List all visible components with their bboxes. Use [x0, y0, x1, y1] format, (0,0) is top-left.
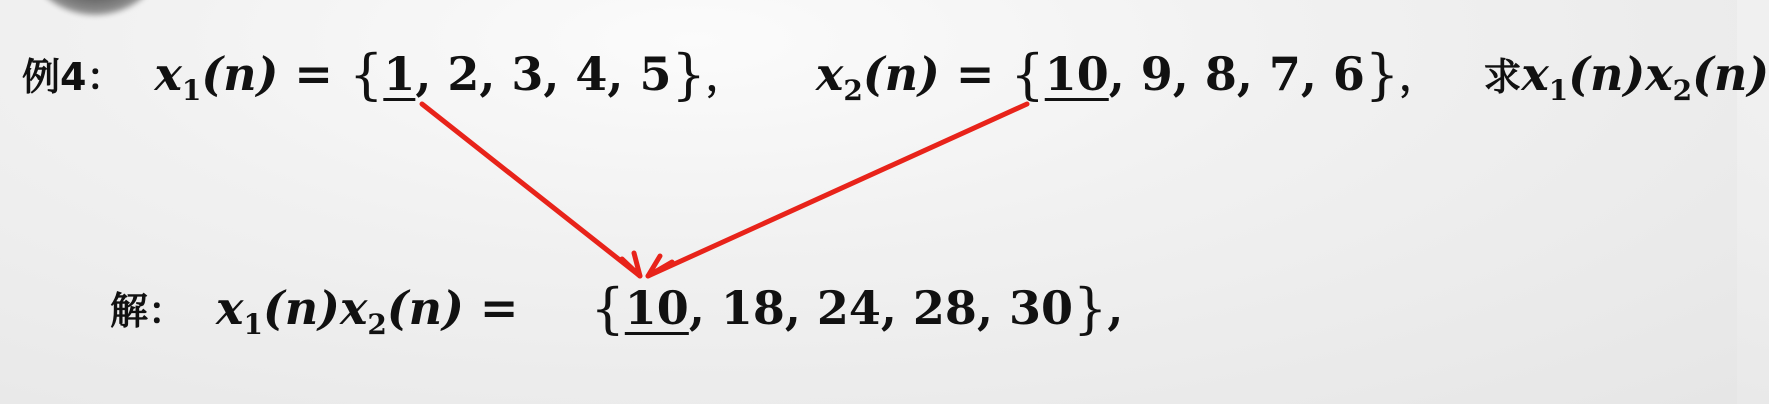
arrow-from-x1-first [422, 104, 640, 276]
solution-arg1: (n) [262, 281, 340, 335]
x2-subscript: 2 [843, 74, 863, 107]
x2-equals: = [955, 47, 995, 101]
x2-arg: (n) [862, 47, 940, 101]
solution-var1: x [216, 281, 244, 335]
x2-open-brace: { [1010, 43, 1045, 106]
x1-var: x [154, 47, 182, 101]
x2-rest-elements: , 9, 8, 7, 6 [1108, 47, 1365, 101]
solution-open-brace: { [590, 277, 625, 340]
solution-arg2: (n) [386, 281, 464, 335]
x1-rest-elements: , 2, 3, 4, 5 [415, 47, 672, 101]
product-var2: x [1645, 47, 1673, 101]
x2-separator: ， [1399, 55, 1438, 99]
solution-tail: , [1107, 281, 1124, 335]
solution-close-brace: } [1072, 277, 1108, 340]
solution-var2: x [339, 281, 368, 335]
product-sub1: 1 [1548, 74, 1569, 107]
product-arg2: (n) [1692, 47, 1769, 101]
x1-equals: = [294, 47, 333, 101]
solution-rest-elements: , 18, 24, 28, 30 [688, 281, 1073, 335]
x1-subscript: 1 [181, 74, 202, 107]
arrowhead-left [622, 253, 640, 276]
x1-close-brace: } [671, 43, 706, 106]
x2-close-brace: } [1364, 43, 1400, 106]
x1-open-brace: { [348, 43, 384, 106]
example-label: 例4： [22, 55, 125, 99]
x2-first-element: 10 [1044, 47, 1109, 101]
solution-sub1: 1 [243, 308, 263, 341]
arrow-from-x2-first [648, 104, 1027, 276]
product-arg1: (n) [1568, 47, 1646, 101]
solution-first-element: 10 [624, 281, 689, 335]
solution-sub2: 2 [367, 308, 387, 341]
x1-separator: ， [705, 55, 744, 99]
x2-var: x [815, 47, 844, 101]
ask-label: 求 [1483, 55, 1522, 99]
x1-arg: (n) [201, 47, 279, 101]
product-sub2: 2 [1672, 74, 1693, 107]
solution-label: 解： [110, 289, 187, 333]
product-var1: x [1521, 47, 1549, 101]
solution-equals: = [479, 281, 519, 335]
x1-first-element: 1 [383, 47, 416, 101]
